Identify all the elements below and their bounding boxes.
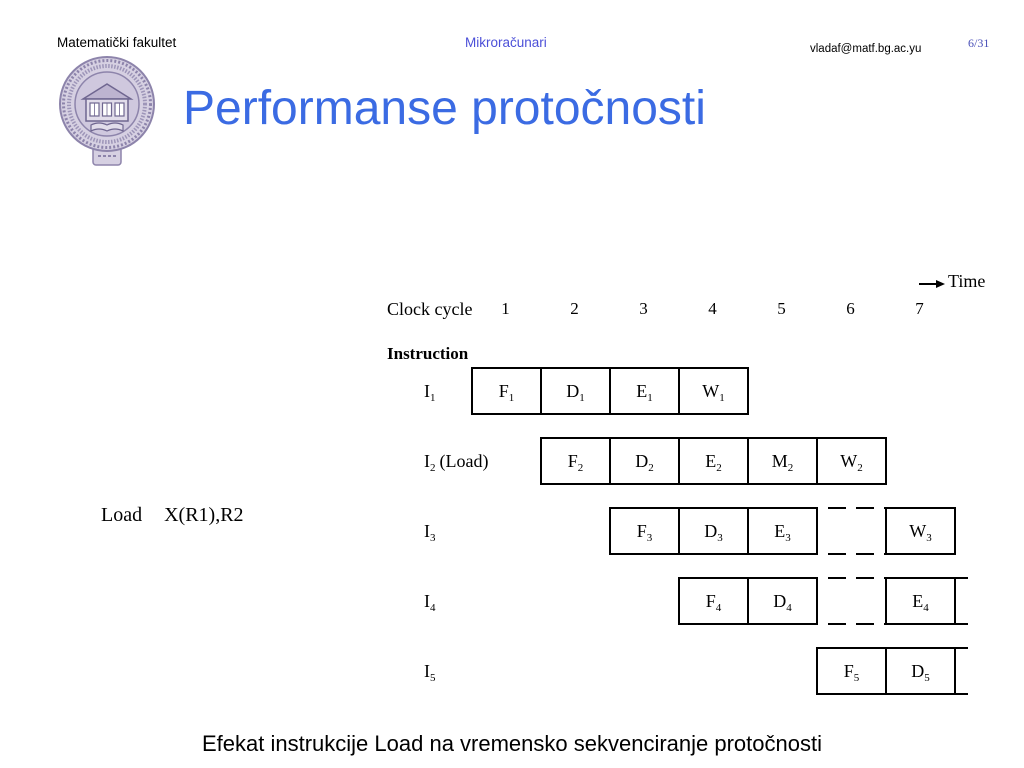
clock-cycle-number: 2 — [570, 299, 579, 318]
pipeline-stage-cell — [816, 437, 887, 485]
pipeline-stage-cell — [540, 437, 611, 485]
pipeline-stage-cell — [609, 437, 680, 485]
stage-letter: D — [704, 521, 718, 541]
pipeline-stage-cell — [678, 367, 749, 415]
stage-letter: F — [498, 381, 509, 401]
stage-index: 1 — [508, 392, 515, 404]
stall-dash-top — [818, 577, 885, 579]
stage-index: 1 — [719, 392, 725, 404]
stall-dash-bottom — [818, 623, 885, 625]
institution-name: Matematički fakultet — [57, 35, 177, 50]
instruction-row-label — [424, 647, 436, 695]
pipeline-continuation — [956, 647, 968, 695]
instruction-letter: I — [424, 521, 430, 541]
pipeline-stage-cell — [885, 647, 956, 695]
instruction-letter: I — [424, 591, 430, 611]
stage-index: 4 — [923, 602, 929, 614]
stage-index: 1 — [579, 392, 585, 404]
stage-index: 2 — [577, 462, 584, 474]
stage-letter: W — [702, 381, 720, 401]
clock-cycle-number: 6 — [846, 299, 855, 318]
instruction-row-label — [424, 577, 436, 625]
stage-letter: W — [840, 451, 858, 471]
stage-index: 2 — [648, 462, 654, 474]
instruction-index: 5 — [430, 672, 436, 684]
seal-graphic — [58, 55, 156, 167]
stage-letter: D — [635, 451, 649, 471]
pipeline-stage-cell — [678, 577, 749, 625]
instruction-index: 2 — [430, 462, 436, 474]
clock-cycle-label: Clock cycle — [387, 299, 473, 319]
stage-letter: D — [911, 661, 925, 681]
instruction-row-label — [424, 507, 436, 555]
pipeline-stage-cell — [678, 437, 749, 485]
stage-index: 2 — [787, 462, 794, 474]
page-title: Performanse protočnosti — [183, 82, 706, 135]
pipeline-stage-cell — [609, 507, 680, 555]
stage-letter: F — [843, 661, 854, 681]
instruction-letter: I — [424, 451, 430, 471]
instruction-mnemonic: Load — [101, 504, 143, 526]
stall-dash-top — [818, 507, 885, 509]
clock-cycle-number: 4 — [708, 299, 717, 318]
pipeline-stage-cell — [816, 647, 887, 695]
stage-index: 3 — [926, 532, 932, 544]
right-arrow-icon — [919, 278, 945, 290]
stage-letter: D — [773, 591, 787, 611]
clock-cycle-number: 7 — [915, 299, 924, 318]
instruction-index: 3 — [430, 532, 436, 544]
stage-index: 5 — [924, 672, 930, 684]
pipeline-stage-cell — [747, 577, 818, 625]
stage-letter: F — [636, 521, 647, 541]
pipeline-stage-cell — [885, 577, 956, 625]
pipeline-continuation — [956, 577, 968, 625]
pipeline-stage-cell — [747, 507, 818, 555]
faculty-seal-icon — [58, 55, 156, 167]
stage-index: 5 — [853, 672, 860, 684]
page-number: 6/31 — [968, 36, 990, 50]
stage-letter: F — [567, 451, 578, 471]
instruction-index: 4 — [430, 602, 436, 614]
instruction-example — [101, 503, 244, 527]
stage-index: 4 — [715, 602, 722, 614]
instruction-letter: I — [424, 381, 430, 401]
pipeline-stage-cell — [747, 437, 818, 485]
clock-cycle-number: 5 — [777, 299, 786, 318]
instruction-row-label — [424, 437, 488, 485]
pipeline-stage-cell — [609, 367, 680, 415]
stage-index: 3 — [717, 532, 723, 544]
stage-index: 4 — [786, 602, 792, 614]
author-email: vladaf@matf.bg.ac.yu — [810, 43, 922, 55]
stage-letter: E — [912, 591, 924, 611]
stage-letter: W — [909, 521, 927, 541]
instruction-operands: X(R1),R2 — [164, 504, 244, 526]
stage-letter: M — [771, 451, 788, 471]
stage-index: 3 — [646, 532, 653, 544]
stall-cycle — [818, 507, 885, 555]
slide-caption: Efekat instrukcije Load na vremensko sekvenciranje protočnosti — [202, 731, 822, 756]
stage-index: 1 — [647, 392, 653, 404]
clock-cycle-number: 3 — [639, 299, 648, 318]
stall-dash-bottom — [818, 553, 885, 555]
clock-cycle-number: 1 — [501, 299, 510, 318]
instruction-index: 1 — [430, 392, 436, 404]
stage-index: 2 — [857, 462, 863, 474]
pipeline-stage-cell — [678, 507, 749, 555]
stage-letter: D — [566, 381, 580, 401]
pipeline-stage-cell — [885, 507, 956, 555]
stage-index: 3 — [785, 532, 791, 544]
time-axis-label: Time — [948, 271, 986, 291]
stage-letter: E — [774, 521, 786, 541]
stage-letter: E — [636, 381, 648, 401]
course-name: Mikroračunari — [465, 35, 547, 50]
instruction-type: (Load) — [439, 451, 489, 471]
stage-index: 2 — [716, 462, 722, 474]
stage-letter: E — [705, 451, 717, 471]
pipeline-stage-cell — [471, 367, 542, 415]
instruction-letter: I — [424, 661, 430, 681]
pipeline-stage-cell — [540, 367, 611, 415]
instruction-heading: Instruction — [387, 344, 469, 363]
stage-letter: F — [705, 591, 716, 611]
stall-cycle — [818, 577, 885, 625]
instruction-row-label — [424, 367, 436, 415]
